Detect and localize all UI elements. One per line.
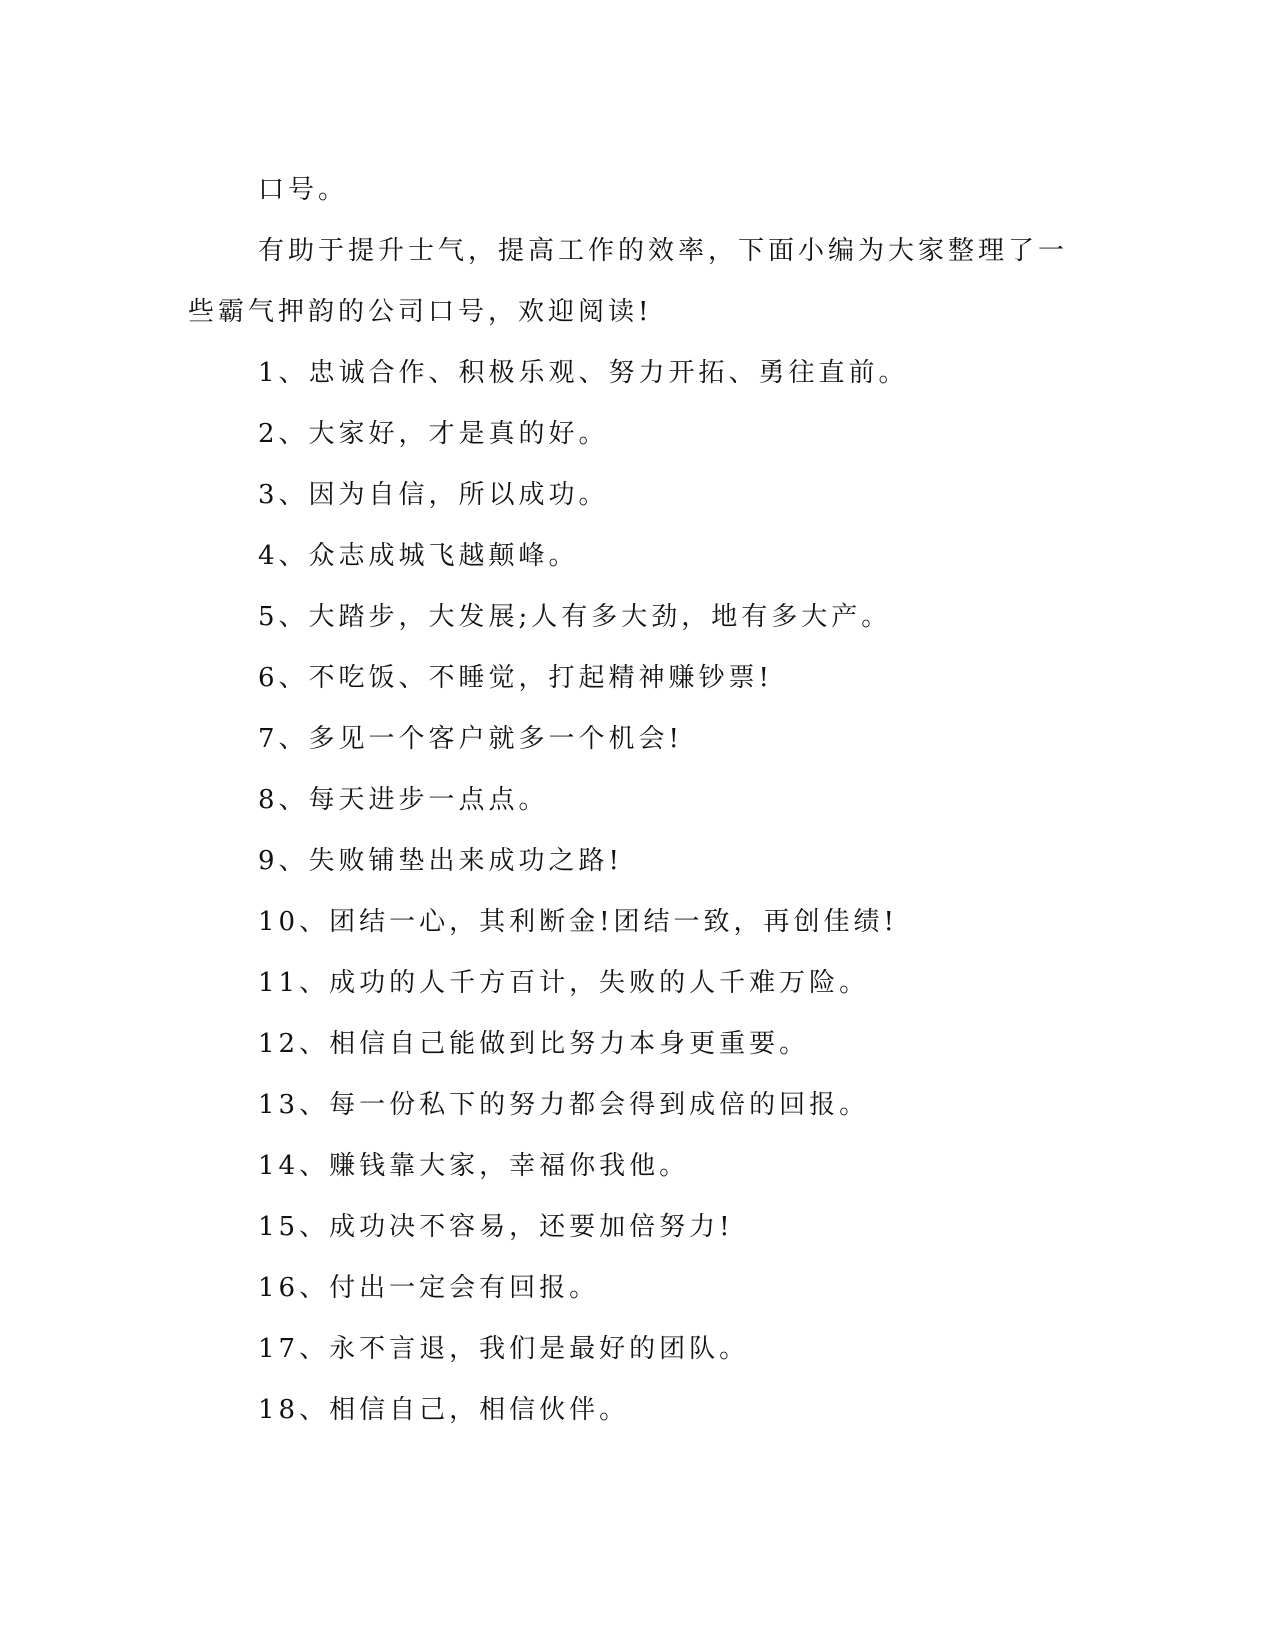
intro-paragraph: 有助于提升士气，提高工作的效率，下面小编为大家整理了一些霸气押韵的公司口号，欢迎阅读! — [188, 236, 1069, 327]
slogan-item: 1、忠诚合作、积极乐观、努力开拓、勇往直前。 — [258, 358, 909, 388]
slogan-list — [188, 343, 1068, 1441]
slogan-item: 15、成功决不容易，还要加倍努力! — [258, 1212, 734, 1242]
slogan-item: 6、不吃饭、不睡觉，打起精神赚钞票! — [258, 663, 773, 693]
slogan-item: 7、多见一个客户就多一个机会! — [258, 724, 683, 754]
slogan-item: 8、每天进步一点点。 — [258, 785, 549, 815]
slogan-item: 10、团结一心，其利断金!团结一致，再创佳绩! — [258, 907, 898, 937]
continued-fragment: 口号。 — [258, 175, 349, 205]
slogan-item: 12、相信自己能做到比努力本身更重要。 — [258, 1029, 810, 1059]
slogan-item: 13、每一份私下的努力都会得到成倍的回报。 — [258, 1090, 870, 1120]
slogan-item: 14、赚钱靠大家，幸福你我他。 — [258, 1151, 690, 1181]
slogan-item: 3、因为自信，所以成功。 — [258, 480, 609, 510]
document-body — [188, 160, 1068, 1441]
slogan-item: 5、大踏步，大发展;人有多大劲，地有多大产。 — [258, 602, 892, 632]
slogan-item: 9、失败铺垫出来成功之路! — [258, 846, 623, 876]
slogan-item: 16、付出一定会有回报。 — [258, 1273, 600, 1303]
slogan-item: 18、相信自己，相信伙伴。 — [258, 1395, 630, 1425]
slogan-item: 2、大家好，才是真的好。 — [258, 419, 609, 449]
slogan-item: 11、成功的人千方百计，失败的人千难万险。 — [258, 968, 870, 998]
slogan-item: 4、众志成城飞越颠峰。 — [258, 541, 579, 571]
slogan-item: 17、永不言退，我们是最好的团队。 — [258, 1334, 750, 1364]
